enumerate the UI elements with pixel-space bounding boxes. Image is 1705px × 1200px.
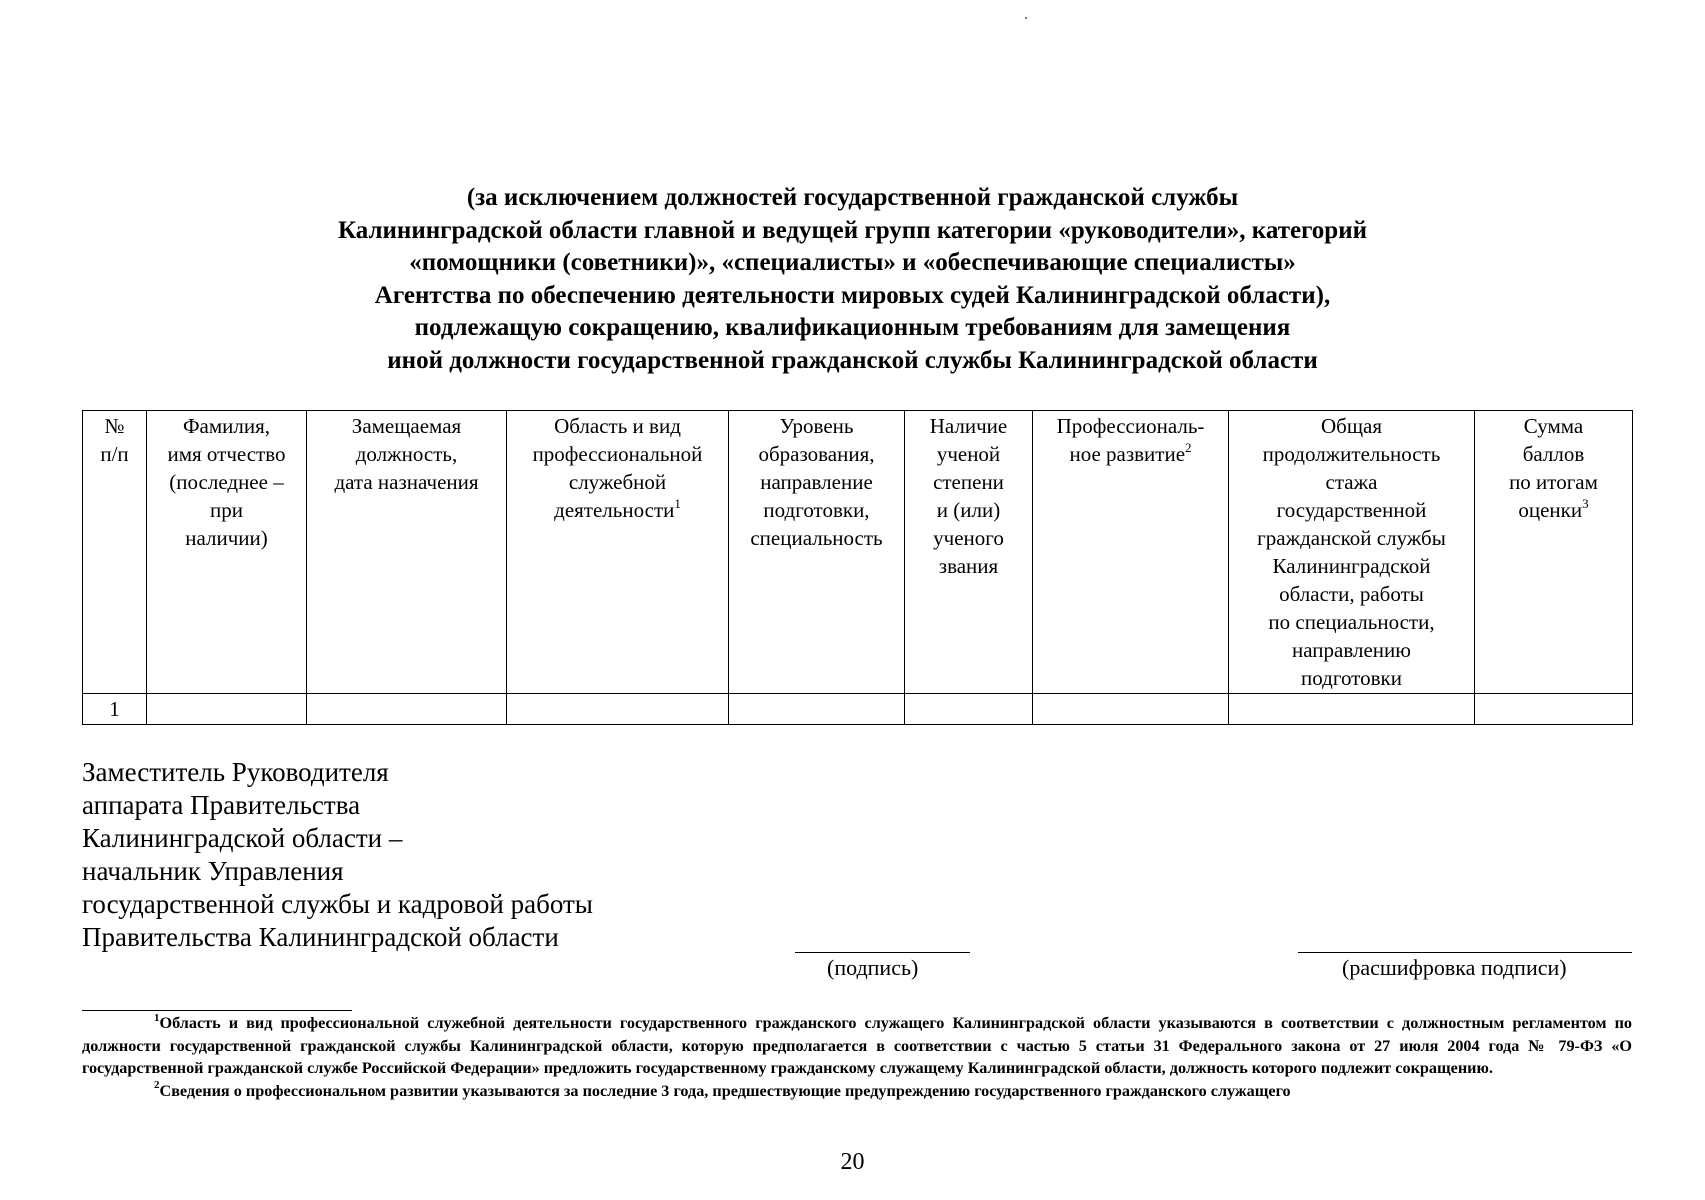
header-text: степени xyxy=(933,470,1004,494)
page-number: 20 xyxy=(840,1149,865,1175)
header-text-line xyxy=(1231,468,1472,496)
signer-line: Заместитель Руководителя xyxy=(82,757,389,787)
document-title xyxy=(0,182,1705,377)
table-cell xyxy=(1229,694,1475,725)
footnote-2 xyxy=(82,1080,1632,1103)
header-text-line xyxy=(1231,524,1472,552)
header-text-line xyxy=(1035,412,1226,440)
signer-line: государственной службы и кадровой работы xyxy=(82,889,593,919)
footnote-1 xyxy=(82,1012,1632,1080)
table-header-cell xyxy=(1229,411,1475,694)
footnote-divider xyxy=(82,1010,352,1011)
header-text: ученого xyxy=(933,526,1004,550)
signer-line: аппарата Правительства xyxy=(82,790,361,820)
header-text-line xyxy=(1231,552,1472,580)
header-text: по итогам xyxy=(1509,470,1598,494)
title-line: иной должности государственной гражданской службы Калининградской области xyxy=(387,346,1318,374)
header-text: ученой xyxy=(936,442,1001,466)
footnote-mark: 2 xyxy=(154,1079,160,1092)
header-text: Сумма xyxy=(1523,414,1584,438)
header-text-line xyxy=(149,468,304,496)
header-text: подготовки, xyxy=(763,498,870,522)
footnote-text: Сведения о профессиональном развитии указываются за последние 3 года, предшествующие предупреждению государственного гражданского служащего xyxy=(159,1081,1291,1100)
header-text: государственной xyxy=(1276,498,1427,522)
title-line: Агентства по обеспечению деятельности мировых судей Калининградской области), xyxy=(374,281,1331,309)
header-text: № xyxy=(104,414,125,438)
table-header-row xyxy=(83,411,1633,694)
footnote-ref: 2 xyxy=(1185,440,1192,455)
header-text: наличии) xyxy=(185,526,268,550)
header-text-line xyxy=(1477,412,1630,440)
header-text-line xyxy=(731,468,902,496)
header-text-line xyxy=(1231,412,1472,440)
header-text-line xyxy=(509,468,726,496)
header-text-line xyxy=(1477,440,1630,468)
header-text-line xyxy=(1477,496,1630,524)
header-text: продолжительность xyxy=(1262,442,1441,466)
header-text-line xyxy=(509,412,726,440)
header-text: должность, xyxy=(355,442,458,466)
header-text-line xyxy=(1231,608,1472,636)
header-text: при xyxy=(210,498,243,522)
header-text-line xyxy=(731,440,902,468)
signature-decode-line xyxy=(1298,952,1632,953)
table-cell xyxy=(905,694,1033,725)
header-text-line xyxy=(149,412,304,440)
table-header-cell xyxy=(307,411,507,694)
header-text-line xyxy=(907,468,1030,496)
table-header-cell xyxy=(905,411,1033,694)
signature-line xyxy=(795,952,970,953)
signature-label: (подпись) xyxy=(827,955,919,980)
table-row xyxy=(83,694,1633,725)
header-text: по специальности, xyxy=(1268,610,1435,634)
signer-line: Правительства Калининградской области xyxy=(82,922,559,952)
header-text: области, работы xyxy=(1279,582,1424,606)
title-line: «помощники (советники)», «специалисты» и «обеспечивающие специалисты» xyxy=(409,249,1296,276)
header-text-line xyxy=(309,412,504,440)
header-text-line xyxy=(1231,664,1472,692)
header-text: звания xyxy=(938,554,999,578)
header-text: направлению xyxy=(1292,638,1411,662)
signer-title xyxy=(82,756,593,954)
table-cell xyxy=(1475,694,1633,725)
header-text: ное развитие xyxy=(1069,442,1186,466)
header-text: Фамилия, xyxy=(182,414,271,438)
header-text: Уровень xyxy=(779,414,854,438)
footnote-ref: 3 xyxy=(1582,496,1589,511)
header-text-line xyxy=(731,496,902,524)
table-cell xyxy=(507,694,729,725)
table-header-cell xyxy=(1033,411,1229,694)
header-text: Замещаемая xyxy=(351,414,462,438)
header-text: Область и вид xyxy=(554,414,681,438)
header-text-line xyxy=(149,524,304,552)
scan-speck xyxy=(1025,17,1027,19)
table-header-cell xyxy=(147,411,307,694)
header-text-line xyxy=(85,440,144,468)
header-text: специальность xyxy=(750,526,883,550)
signer-line: начальник Управления xyxy=(82,856,344,886)
table-cell xyxy=(1033,694,1229,725)
header-text-line xyxy=(731,524,902,552)
footnote-mark: 1 xyxy=(154,1011,160,1024)
header-text: Наличие xyxy=(929,414,1008,438)
header-text: служебной xyxy=(568,470,667,494)
footnote-text: Область и вид профессиональной служебной деятельности государственного гражданского служащего Калининградской области указываются в соответствии с должностным регламентом по должности государственной гражданской службы Калининградской области, которую предполагается в соответствии с частью 5 статьи 31 Федерального закона от 27 июля 2004 года № 79-ФЗ «О государственной гражданской службе Российской Федерации» предложить государственному гражданскому служащему Калининградской области, должность которого подлежит сокращению. xyxy=(82,1014,1632,1077)
footnotes xyxy=(82,1012,1632,1102)
header-text: оценки xyxy=(1518,498,1583,522)
header-text: Калининградской xyxy=(1272,554,1431,578)
header-text: направление xyxy=(760,470,873,494)
header-text-line xyxy=(309,468,504,496)
footnote-ref: 1 xyxy=(674,496,681,511)
header-text-line xyxy=(907,524,1030,552)
title-line: (за исключением должностей государственной гражданской службы xyxy=(466,184,1239,211)
header-text-line xyxy=(731,412,902,440)
header-text: подготовки xyxy=(1301,666,1402,690)
title-line: Калининградской области главной и ведущей групп категории «руководители», категорий xyxy=(337,216,1368,244)
table-cell xyxy=(307,694,507,725)
header-text-line xyxy=(907,496,1030,524)
header-text-line xyxy=(1035,440,1226,468)
table-header-cell xyxy=(507,411,729,694)
table-cell xyxy=(729,694,905,725)
header-text: Профессиональ- xyxy=(1056,414,1205,438)
table-header-cell xyxy=(729,411,905,694)
header-text-line xyxy=(149,496,304,524)
header-text: имя отчество xyxy=(167,442,286,466)
header-text-line xyxy=(1231,636,1472,664)
header-text: Общая xyxy=(1320,414,1382,438)
title-line: подлежащую сокращению, квалификационным требованиям для замещения xyxy=(414,314,1291,341)
header-text: образования, xyxy=(758,442,875,466)
header-text-line xyxy=(1477,468,1630,496)
header-text: дата назначения xyxy=(334,470,479,494)
header-text-line xyxy=(509,496,726,524)
signature-decode-label: (расшифровка подписи) xyxy=(1342,955,1567,980)
header-text: баллов xyxy=(1522,442,1585,466)
table-cell: 1 xyxy=(83,694,147,725)
header-text-line xyxy=(907,552,1030,580)
header-text: (последнее – xyxy=(169,470,284,494)
header-text-line xyxy=(309,440,504,468)
header-text-line xyxy=(85,412,144,440)
signer-line: Калининградской области – xyxy=(82,823,403,853)
header-text-line xyxy=(509,440,726,468)
assessment-table xyxy=(82,410,1633,725)
header-text: деятельности xyxy=(554,498,675,522)
table-header-cell xyxy=(83,411,147,694)
header-text: п/п xyxy=(100,442,129,466)
header-text: и (или) xyxy=(936,498,1001,522)
header-text-line xyxy=(1231,440,1472,468)
header-text-line xyxy=(907,412,1030,440)
header-text-line xyxy=(1231,580,1472,608)
header-text: гражданской службы xyxy=(1257,526,1446,550)
header-text-line xyxy=(1231,496,1472,524)
header-text-line xyxy=(149,440,304,468)
header-text: стажа xyxy=(1325,470,1378,494)
header-text-line xyxy=(907,440,1030,468)
table-header-cell xyxy=(1475,411,1633,694)
table-cell xyxy=(147,694,307,725)
header-text: профессиональной xyxy=(532,442,703,466)
